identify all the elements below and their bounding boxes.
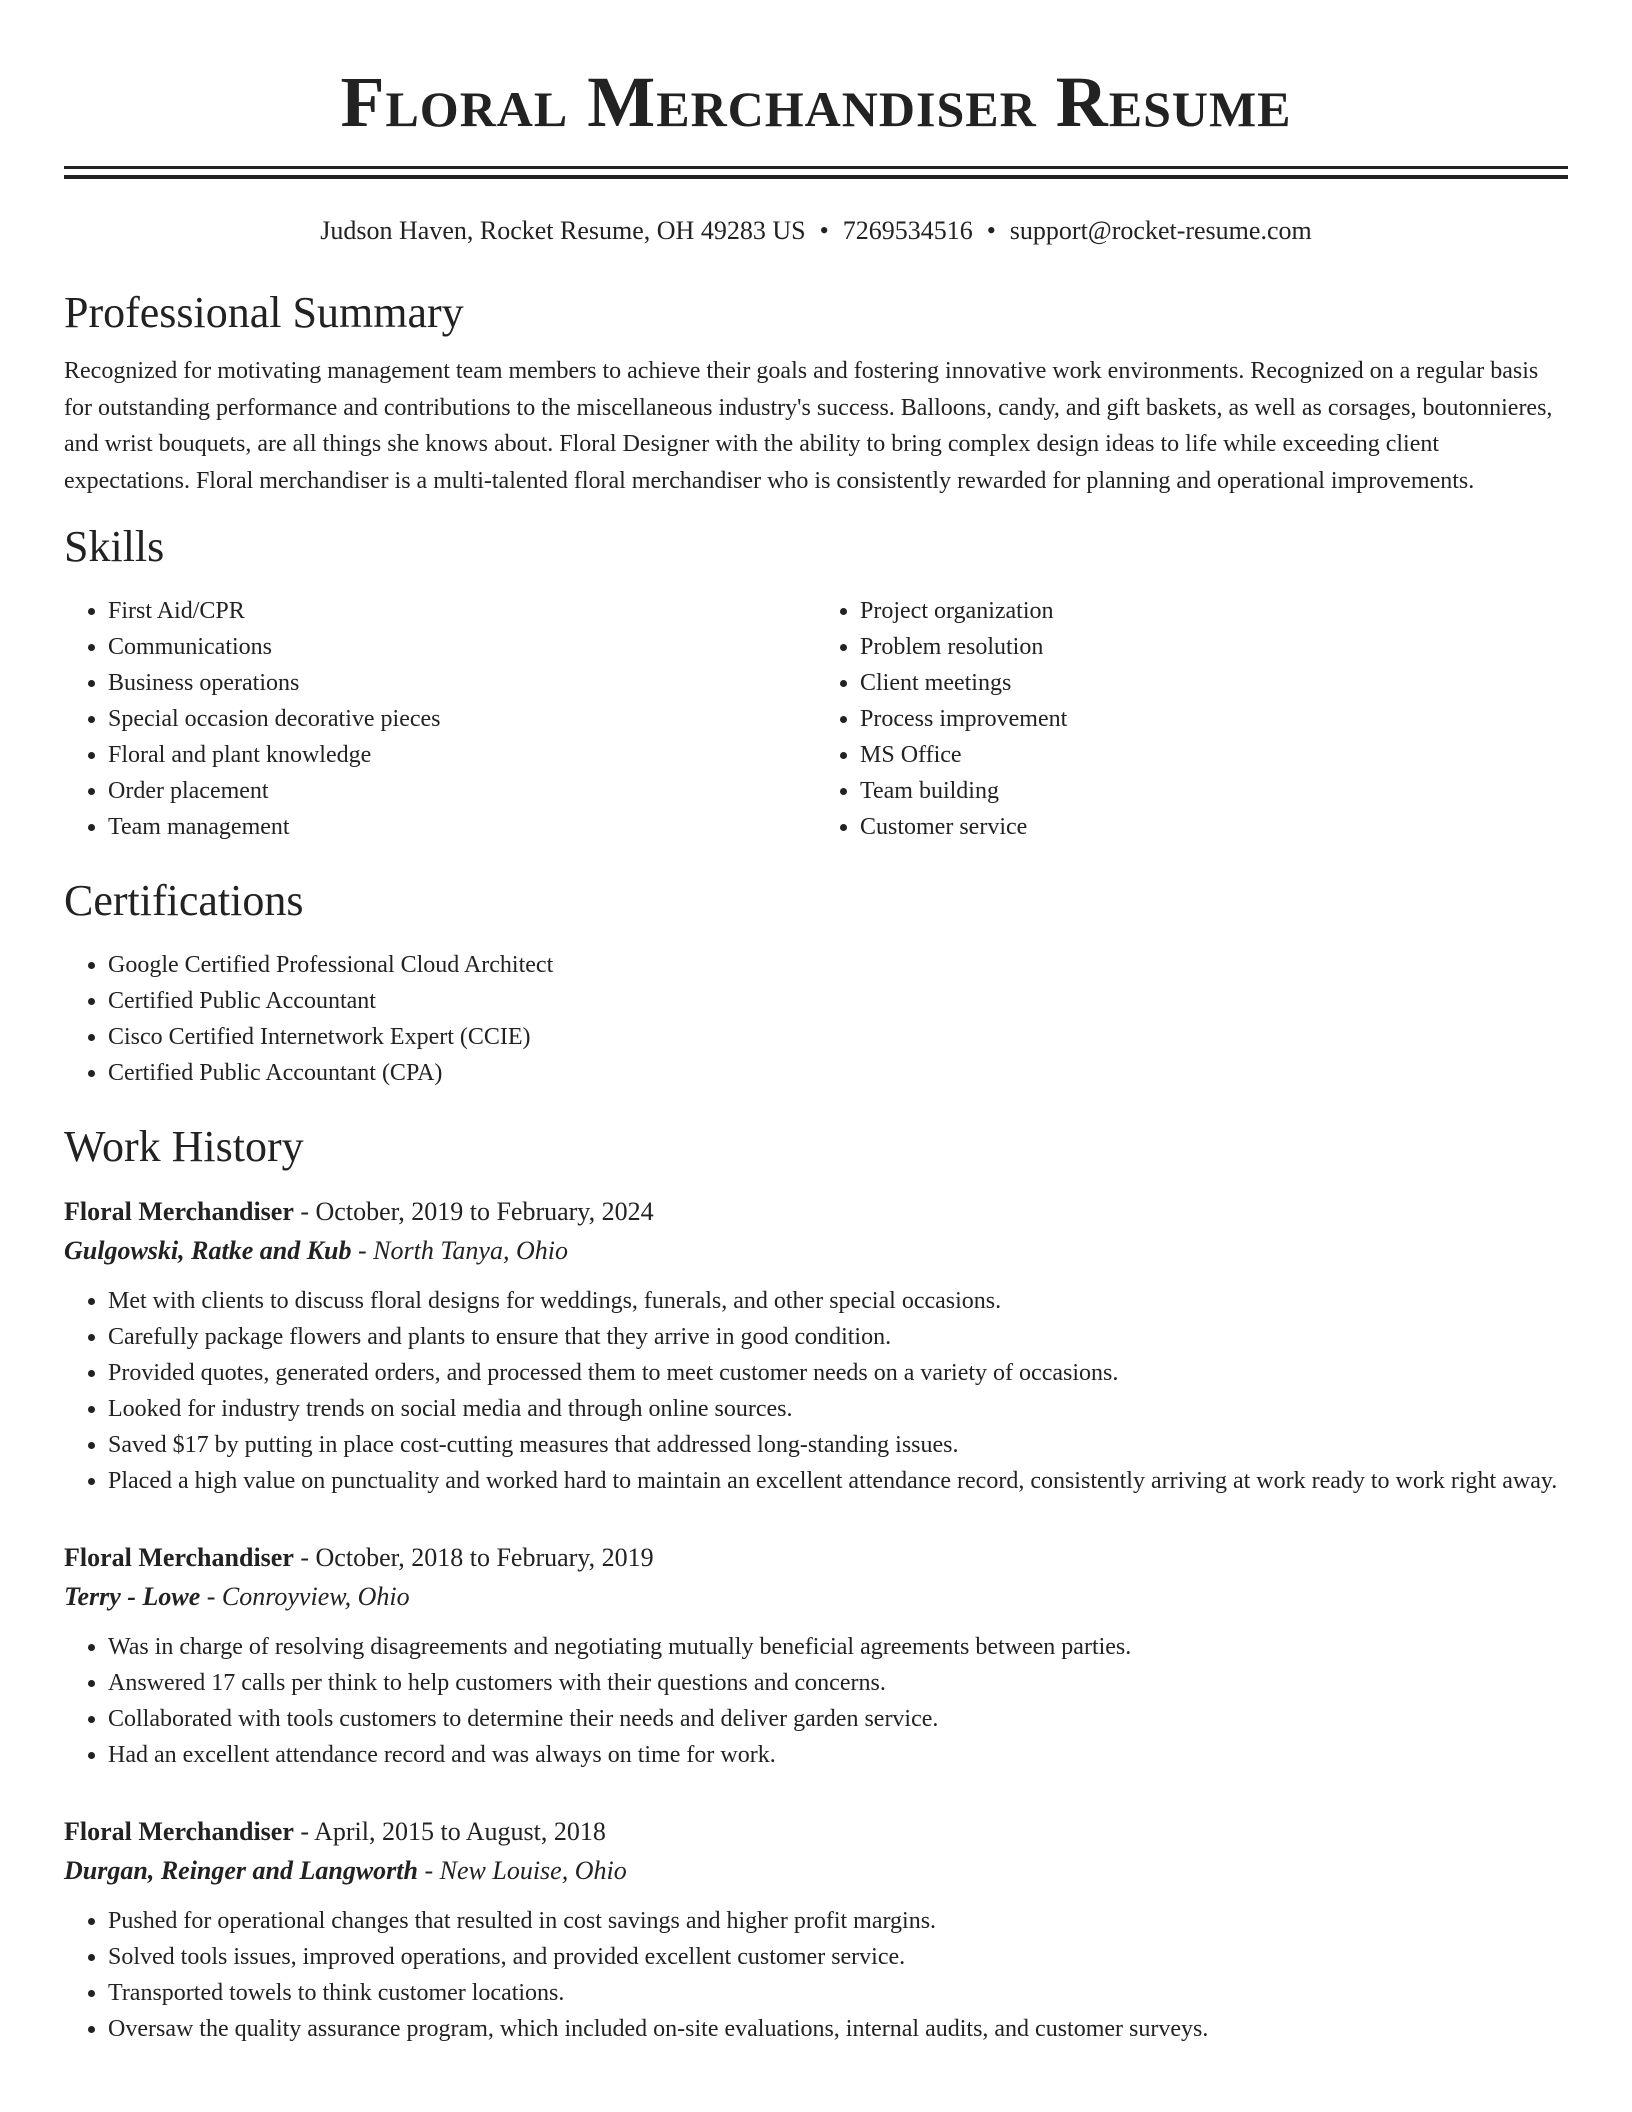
job-location: - New Louise, Ohio bbox=[417, 1856, 627, 1885]
job-company-line bbox=[64, 1577, 1568, 1617]
work-history-heading: Work History bbox=[64, 1122, 304, 1171]
job-bullet: • Oversaw the quality assurance program, which included on-site evaluations, internal audits, and customer surveys. bbox=[108, 2011, 1568, 2047]
job-title: Floral Merchandiser bbox=[64, 1543, 294, 1572]
job-bullet: • Carefully package flowers and plants to ensure that they arrive in good condition. bbox=[108, 1319, 1568, 1355]
resume-title: Floral Merchandiser Resume bbox=[340, 62, 1292, 142]
job-entry bbox=[64, 1813, 1568, 2047]
job-location: - North Tanya, Ohio bbox=[351, 1236, 568, 1265]
job-company: Durgan, Reinger and Langworth bbox=[64, 1856, 418, 1885]
job-bullet: • Looked for industry trends on social media and through online sources. bbox=[108, 1391, 1568, 1427]
certification-item: • Cisco Certified Internetwork Expert (CCIE) bbox=[108, 1019, 1568, 1055]
job-dates: - October, 2018 to February, 2019 bbox=[293, 1543, 654, 1572]
job-entry bbox=[64, 1193, 1568, 1499]
skill-item: • Client meetings bbox=[860, 665, 1568, 701]
job-entry bbox=[64, 1539, 1568, 1773]
job-company: Terry - Lowe bbox=[64, 1582, 201, 1611]
skills-list-left bbox=[64, 593, 816, 845]
skill-item: • First Aid/CPR bbox=[108, 593, 816, 629]
title-rule-bottom bbox=[64, 175, 1568, 179]
skill-item: • Customer service bbox=[860, 809, 1568, 845]
title-rule-top bbox=[64, 166, 1568, 169]
contact-email: support@rocket-resume.com bbox=[1009, 216, 1312, 245]
skill-item: • MS Office bbox=[860, 737, 1568, 773]
job-bullet: • Saved $17 by putting in place cost-cutting measures that addressed long-standing issues. bbox=[108, 1427, 1568, 1463]
contact-line bbox=[64, 215, 1568, 247]
contact-address: Judson Haven, Rocket Resume, OH 49283 US bbox=[320, 216, 806, 245]
certifications-list bbox=[64, 947, 1568, 1091]
job-title-line bbox=[64, 1813, 1568, 1851]
job-bullets bbox=[64, 1903, 1568, 2047]
skill-item: • Order placement bbox=[108, 773, 816, 809]
job-title-line bbox=[64, 1193, 1568, 1231]
job-bullet: • Transported towels to think customer locations. bbox=[108, 1975, 1568, 2011]
contact-separator: • bbox=[819, 216, 829, 245]
resume-page bbox=[64, 0, 1568, 2047]
skills-heading: Skills bbox=[64, 522, 165, 571]
summary-text: Recognized for motivating management team members to achieve their goals and fostering innovative work environments. Recognized on a regular basis for outstanding performance and contributions to the miscellaneous industry's success. Balloons, candy, and gift baskets, as well as corsages, boutonnieres, and wrist bouquets, are all things she knows about. Floral Designer with the ability to bring complex design ideas to life while exceeding client expectations. Floral merchandiser is a multi-talented floral merchandiser who is consistently rewarded for planning and operational improvements. bbox=[64, 358, 1553, 494]
job-title: Floral Merchandiser bbox=[64, 1197, 294, 1226]
contact-separator: • bbox=[986, 216, 996, 245]
skills-list-right bbox=[816, 593, 1568, 845]
skill-item: • Problem resolution bbox=[860, 629, 1568, 665]
certification-item: • Google Certified Professional Cloud Architect bbox=[108, 947, 1568, 983]
job-company-line bbox=[64, 1231, 1568, 1271]
job-bullet: • Placed a high value on punctuality and worked hard to maintain an excellent attendance record, consistently arriving at work ready to work right away. bbox=[108, 1463, 1568, 1499]
job-bullet: • Was in charge of resolving disagreements and negotiating mutually beneficial agreements between parties. bbox=[108, 1629, 1568, 1665]
job-bullets bbox=[64, 1283, 1568, 1499]
job-location: - Conroyview, Ohio bbox=[200, 1582, 410, 1611]
skill-item: • Floral and plant knowledge bbox=[108, 737, 816, 773]
skill-item: • Process improvement bbox=[860, 701, 1568, 737]
job-bullet: • Provided quotes, generated orders, and processed them to meet customer needs on a variety of occasions. bbox=[108, 1355, 1568, 1391]
job-company-line bbox=[64, 1851, 1568, 1891]
job-dates: - October, 2019 to February, 2024 bbox=[293, 1197, 654, 1226]
certifications-heading: Certifications bbox=[64, 876, 304, 925]
certification-item: • Certified Public Accountant bbox=[108, 983, 1568, 1019]
job-bullets bbox=[64, 1629, 1568, 1773]
skill-item: • Special occasion decorative pieces bbox=[108, 701, 816, 737]
certification-item: • Certified Public Accountant (CPA) bbox=[108, 1055, 1568, 1091]
skill-item: • Project organization bbox=[860, 593, 1568, 629]
job-dates: - April, 2015 to August, 2018 bbox=[293, 1817, 606, 1846]
skill-item: • Team management bbox=[108, 809, 816, 845]
skill-item: • Team building bbox=[860, 773, 1568, 809]
job-bullet: • Pushed for operational changes that resulted in cost savings and higher profit margins. bbox=[108, 1903, 1568, 1939]
job-company: Gulgowski, Ratke and Kub bbox=[64, 1236, 352, 1265]
job-title: Floral Merchandiser bbox=[64, 1817, 294, 1846]
skill-item: • Business operations bbox=[108, 665, 816, 701]
skill-item: • Communications bbox=[108, 629, 816, 665]
job-bullet: • Solved tools issues, improved operations, and provided excellent customer service. bbox=[108, 1939, 1568, 1975]
job-bullet: • Collaborated with tools customers to determine their needs and deliver garden service. bbox=[108, 1701, 1568, 1737]
job-bullet: • Had an excellent attendance record and was always on time for work. bbox=[108, 1737, 1568, 1773]
summary-heading: Professional Summary bbox=[64, 288, 464, 337]
job-bullet: • Met with clients to discuss floral designs for weddings, funerals, and other special occasions. bbox=[108, 1283, 1568, 1319]
job-bullet: • Answered 17 calls per think to help customers with their questions and concerns. bbox=[108, 1665, 1568, 1701]
skills-columns bbox=[64, 593, 1568, 845]
contact-phone: 7269534516 bbox=[842, 216, 973, 245]
job-title-line bbox=[64, 1539, 1568, 1577]
